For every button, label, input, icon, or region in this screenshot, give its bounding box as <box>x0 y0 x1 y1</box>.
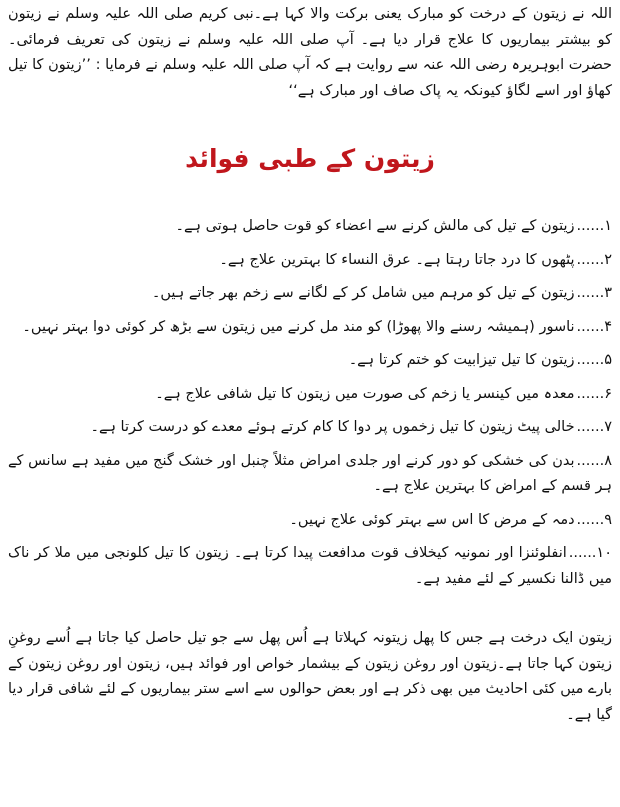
item-text: معدہ میں کینسر یا زخم کی صورت میں زیتون کا تیل شافی علاج ہے۔ <box>155 385 575 402</box>
item-number: ۶...... <box>576 385 612 402</box>
item-number: ۹...... <box>576 511 612 528</box>
item-text: دمہ کے مرض کا اس سے بہتر کوئی علاج نہیں۔ <box>289 511 575 528</box>
list-item <box>8 315 612 341</box>
item-text: زیتون کے تیل کی مالش کرنے سے اعضاء کو قوت حاصل ہوتی ہے۔ <box>175 218 575 234</box>
list-item <box>8 541 612 592</box>
item-text: پٹھوں کا درد جاتا رہتا ہے۔ عرق النساء کا بہترین علاج ہے۔ <box>219 251 575 268</box>
closing-paragraph: زیتون ایک درخت ہے جس کا پھل زیتونہ کہلاتا ہے اُس پھل سے جو تیل حاصل کیا جاتا ہے اُسے روغنِ زیتون کہا جاتا ہے۔زیتون اور روغن زیتون کے بیشمار خواص اور فوائد ہیں، زیتون اور روغن زیتون کے بارے میں کئی احادیث میں بھی ذکر ہے اور بعض حوالوں سے اسے ستر بیماریوں کے لئے شافی قرار دیا گیا ہے۔ <box>8 630 612 723</box>
item-number: ۸...... <box>576 452 612 469</box>
benefits-list <box>8 214 612 592</box>
item-number: ۳...... <box>576 285 612 301</box>
list-item <box>8 449 612 500</box>
item-number: ۲...... <box>576 251 612 268</box>
section-heading: زیتون کے طبی فوائد <box>185 144 435 173</box>
item-number: ۷...... <box>576 419 612 435</box>
list-item <box>8 248 612 274</box>
intro-paragraph: اللہ نے زیتون کے درخت کو مبارک یعنی برکت والا کہا ہے۔نبی کریم صلی اللہ علیہ وسلم نے زیتون کو بیشتر بیماریوں کا علاج قرار دیا ہے۔ آپ صلی اللہ علیہ وسلم نے زیتون کی تعریف فرمائی۔ حضرت ابوہریرہ رضی اللہ عنہ سے روایت ہے کہ آپ صلی اللہ علیہ وسلم نے فرمایا : ’’زیتون کا تیل کھاؤ اور اسے لگاؤ کیونکہ یہ پاک صاف اور مبارک ہے‘‘ <box>8 6 612 99</box>
item-number: ۵...... <box>576 352 612 368</box>
item-text: انفلوئنزا اور نمونیہ کیخلاف قوت مدافعت پیدا کرتا ہے۔ زیتون کا تیل کلونجی میں ملا کر ناک میں ڈالنا نکسیر کے لئے مفید ہے۔ <box>8 545 612 587</box>
list-item <box>8 281 612 307</box>
item-number: ۱۰...... <box>568 545 612 561</box>
item-text: بدن کی خشکی کو دور کرنے اور جلدی امراض مثلاً چنبل اور خشک گنج میں مفید ہے سانس کے ہر قسم کے امراض کا بہترین علاج ہے۔ <box>8 452 612 494</box>
item-text: ناسور (ہمیشہ رسنے والا پھوڑا) کو مند مل کرنے میں زیتون سے بڑھ کر کوئی دوا بہتر نہیں۔ <box>22 318 575 335</box>
item-text: زیتون کا تیل تیزابیت کو ختم کرتا ہے۔ <box>348 352 575 368</box>
list-item <box>8 508 612 534</box>
item-text: خالی پیٹ زیتون کا تیل زخموں پر دوا کا کام کرتے ہوئے معدے کو درست کرتا ہے۔ <box>90 419 575 435</box>
item-number: ۱...... <box>576 218 612 234</box>
list-item <box>8 415 612 441</box>
list-item <box>8 214 612 240</box>
item-text: زیتون کے تیل کو مرہم میں شامل کر کے لگانے سے زخم بھر جاتے ہیں۔ <box>151 285 575 301</box>
item-number: ۴...... <box>576 318 612 335</box>
list-item <box>8 382 612 408</box>
list-item <box>8 348 612 374</box>
